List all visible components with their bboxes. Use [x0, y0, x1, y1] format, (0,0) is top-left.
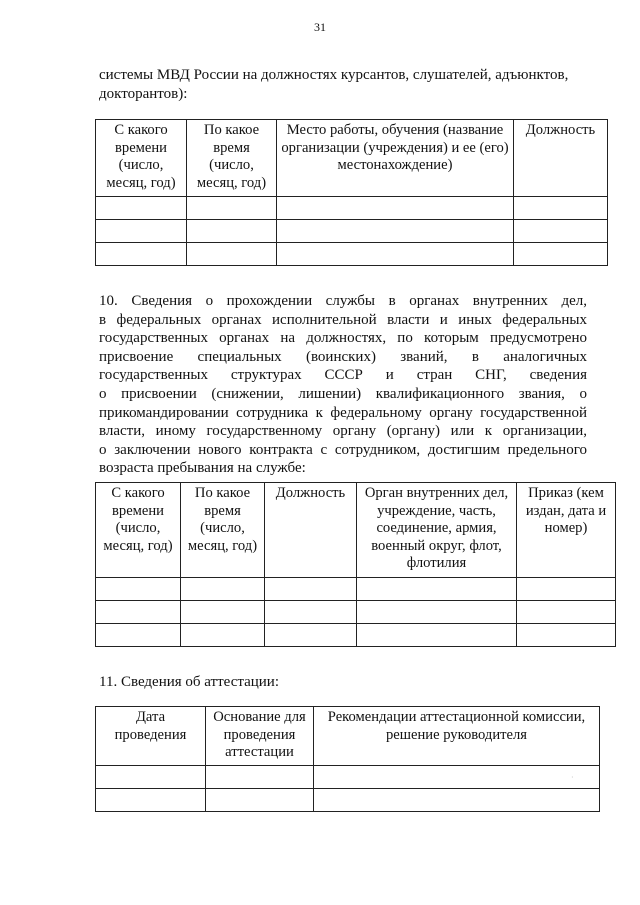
column-header: Место работы, обучения (название организации (учреждения) и ее (его) местонахождение)	[277, 120, 514, 197]
table-cell[interactable]	[96, 578, 181, 601]
column-header: Рекомендации аттестационной комиссии, решение руководителя	[314, 707, 600, 766]
table-cell[interactable]	[314, 789, 600, 812]
table-cell[interactable]	[96, 624, 181, 647]
section11-heading: 11. Сведения об аттестации:	[99, 674, 279, 690]
text-line: государственных органах на должностях, по которым предусмотрено	[99, 330, 587, 347]
table-cell[interactable]	[187, 243, 277, 266]
table-row	[96, 197, 608, 220]
column-header: По какое время (число, месяц, год)	[187, 120, 277, 197]
column-header: По какое время (число, месяц, год)	[181, 483, 265, 578]
table-cell[interactable]	[96, 601, 181, 624]
text-line: системы МВД России на должностях курсантов, слушателей, адъюнктов,	[99, 67, 569, 83]
section10-paragraph	[99, 292, 587, 478]
table-cell[interactable]	[265, 624, 357, 647]
column-header: Приказ (кем издан, дата и номер)	[517, 483, 616, 578]
text-line: присвоение специальных (воинских) званий, в аналогичных	[99, 348, 587, 365]
table-cell[interactable]	[357, 578, 517, 601]
table-header-row	[96, 483, 616, 578]
table-cell[interactable]	[514, 197, 608, 220]
table-header-row	[96, 120, 608, 197]
table-cell[interactable]	[517, 578, 616, 601]
table-cell[interactable]	[514, 243, 608, 266]
table-cell[interactable]	[96, 243, 187, 266]
text-line: возраста пребывания на службе:	[99, 460, 306, 477]
column-header: Должность	[265, 483, 357, 578]
table-header-row	[96, 707, 600, 766]
table-row	[96, 578, 616, 601]
text-line: о заключении нового контракта с сотрудником, достигшим предельного	[99, 441, 587, 458]
column-header: Должность	[514, 120, 608, 197]
text-line: власти, иному государственному органу (органу) или к организации,	[99, 423, 587, 440]
table-cell[interactable]	[517, 624, 616, 647]
work-history-table	[95, 119, 608, 266]
table-row	[96, 220, 608, 243]
table-cell[interactable]	[517, 601, 616, 624]
text-line: докторантов):	[99, 85, 188, 102]
table-cell[interactable]	[181, 578, 265, 601]
table-cell[interactable]	[206, 789, 314, 812]
table-cell[interactable]	[181, 624, 265, 647]
table-cell[interactable]	[265, 601, 357, 624]
column-header: Дата проведения	[96, 707, 206, 766]
table-row	[96, 243, 608, 266]
table-cell[interactable]	[514, 220, 608, 243]
section9-tail	[99, 66, 569, 103]
text-line: прикомандировании сотрудника к федеральному органу государственной	[99, 404, 587, 421]
service-history-table	[95, 482, 616, 647]
table-row	[96, 766, 600, 789]
table-cell[interactable]	[96, 789, 206, 812]
table-cell[interactable]	[181, 601, 265, 624]
table-cell[interactable]	[265, 578, 357, 601]
table-cell[interactable]	[357, 601, 517, 624]
table-cell[interactable]	[206, 766, 314, 789]
scan-speck: ·	[571, 773, 574, 782]
text-line: в федеральных органах исполнительной власти и иных федеральных	[99, 311, 587, 328]
table-row	[96, 624, 616, 647]
table-cell[interactable]	[277, 220, 514, 243]
table-cell[interactable]	[187, 220, 277, 243]
table-row	[96, 601, 616, 624]
table-cell[interactable]	[357, 624, 517, 647]
column-header: С какого времени (число, месяц, год)	[96, 483, 181, 578]
table-cell[interactable]	[96, 766, 206, 789]
table-cell[interactable]	[277, 197, 514, 220]
text-line: государственных структурах СССР и стран СНГ, сведения	[99, 367, 587, 384]
table-cell[interactable]	[187, 197, 277, 220]
table-cell[interactable]	[96, 220, 187, 243]
column-header: Орган внутренних дел, учреждение, часть, соединение, армия, военный округ, флот, флотилия	[357, 483, 517, 578]
page-number: 31	[314, 20, 326, 34]
column-header: Основание для проведения аттестации	[206, 707, 314, 766]
text-line: о присвоении (снижении, лишении) квалификационного звания, о	[99, 385, 587, 402]
table-cell[interactable]	[277, 243, 514, 266]
table-cell[interactable]	[314, 766, 600, 789]
column-header: С какого времени (число, месяц, год)	[96, 120, 187, 197]
text-line: 10. Сведения о прохождении службы в органах внутренних дел,	[99, 293, 587, 309]
attestation-table	[95, 706, 600, 812]
table-row	[96, 789, 600, 812]
table-cell[interactable]	[96, 197, 187, 220]
